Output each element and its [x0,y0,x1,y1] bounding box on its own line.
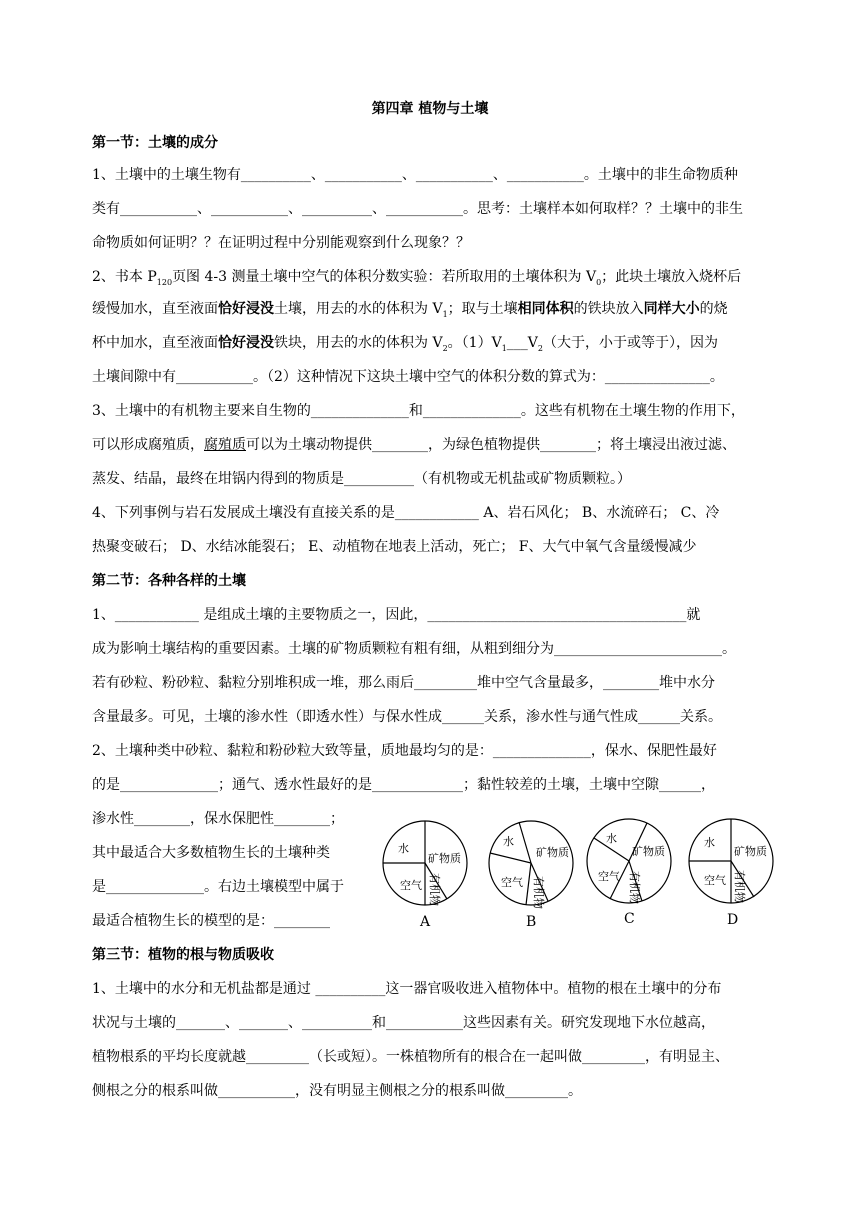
s2-q2-line3: 渗水性________，保水保肥性________； [92,811,344,827]
s1-q2-l3c: 铁块，用去的水的体积为 V [274,335,443,351]
pie-b-divider [490,853,531,863]
pie-d-caption: D [727,912,739,928]
s2-q2-line2: 的是______________；通气、透水性最好的是_____________；黏性较差的土壤，土壤中空隙______， [92,777,715,793]
s1-q4-line1: 4、下列事例与岩石发展成土壤没有直接关系的是____________ A、岩石风化； B、水流碎石； C、冷 [92,505,720,521]
soil-model-b [489,821,573,930]
s1-q3-line3: 蒸发、结晶，最终在坩锅内得到的物质是__________（有机物或无机盐或矿物质颗粒。） [92,471,631,487]
s1-q2-l2f: 的铁块放入 [573,301,644,317]
s1-q1-line3: 命物质如何证明？？在证明过程中分别能观察到什么现象？？ [92,235,470,251]
s1-q2-l2e: 相同体积 [517,301,574,317]
s1-q2-l1c: ；此块土壤放入烧杯后 [601,269,742,285]
s1-q3-line1: 3、土壤中的有机物主要来自生物的______________和______________。这些有机物在土壤生物的作用下， [92,403,745,419]
s2-q2-line4: 其中最适合大多数植物生长的土壤种类 [92,845,330,861]
pie-d-water-label: 水 [704,836,715,849]
pie-b-mineral-label: 矿物质 [536,846,569,859]
s1-q2-l1a: 2、书本 P [92,269,157,285]
pie-a-caption: A [420,914,431,930]
s2-q1-line2: 成为影响土壤结构的重要因素。土壤的矿物质颗粒有粗有细，从粗到细分为________________________。 [92,641,736,657]
s1-q2-line3 [92,334,772,352]
pie-c-organic-label: 有机物 [628,871,641,904]
s1-q2-l2h: 的烧 [699,301,728,317]
pie-a-mineral-label: 矿物质 [428,852,461,865]
pie-d-organic-label: 有机物 [733,870,746,903]
s1-q2-l2b: 恰好浸没 [218,301,274,317]
s3-q1-line1: 1、土壤中的水分和无机盐都是通过 __________这一器官吸收进入植物体中。植物的根在土壤中的分布 [92,981,722,997]
s2-q1-line4: 含量最多。可见，土壤的渗水性（即透水性）与保水性成______关系，渗水性与通气性成______关系。 [92,709,722,725]
pie-d-mineral-label: 矿物质 [734,845,767,858]
s1-q2-l3d: 。（1）V [447,335,502,351]
pie-c-water-label: 水 [606,832,617,845]
pie-d-air-label: 空气 [704,874,726,887]
pie-b-caption: B [526,914,537,930]
section-2-heading: 第二节：各种各样的土壤 [92,573,246,589]
s1-q3-l2a: 可以形成腐殖质， [92,437,204,453]
pie-a-water-label: 水 [398,842,409,855]
s1-q2-l3e: ___V [506,335,538,351]
s1-q3-l2c: 可以为土壤动物提供________，为绿色植物提供________；将土壤浸出液过滤、 [246,437,736,453]
soil-model-c [587,819,671,927]
pie-b-divider [526,863,531,905]
s1-q2-l2g: 同样大小 [643,301,700,317]
s1-q2-l3b: 恰好浸没 [218,335,274,351]
s1-q2-l3sub: 2 [442,343,448,353]
s1-q4-line2: 热聚变破石； D、水结冰能裂石； E、动植物在地表上活动，死亡； F、大气中氧气含量缓慢减少 [92,539,697,555]
s1-q2-l3a: 杯中加水，直至液面 [92,335,218,351]
s1-q2-l1b: 页图 4-3 测量土壤中空气的体积分数实验：若所取用的土壤体积为 V [172,269,597,285]
soil-model-diagrams [378,808,778,936]
pie-b-air-label: 空气 [501,876,523,889]
pie-b-water-label: 水 [503,835,514,848]
s3-q1-line4: 侧根之分的根系叫做___________，没有明显主侧根之分的根系叫做_________。 [92,1083,582,1099]
section-3-heading: 第三节：植物的根与物质吸收 [92,947,274,963]
soil-model-a [383,821,467,930]
s2-q1-line3: 若有砂粒、粉砂粒、黏粒分别堆积成一堆，那么雨后_________堆中空气含量最多，________堆中水分 [92,675,715,691]
s1-q2-l2c: 土壤，用去的水的体积为 V [274,301,443,317]
s1-q2-l2a: 缓慢加水，直至液面 [92,301,218,317]
s3-q1-line3: 植物根系的平均长度就越_________（长或短）。一株植物所有的根合在一起叫做_________，有明显主、 [92,1049,729,1065]
pie-b-divider [519,822,531,863]
pie-c-caption: C [624,911,635,927]
s1-q2-l3f: （大于，小于或等于），因为 [543,335,718,351]
pie-b-organic-label: 有机物 [532,876,545,909]
s1-q2-l1sub2: 0 [596,277,602,287]
s1-q2-l3sub2: 1 [501,343,507,353]
s1-q2-l2d: ；取与土壤 [447,301,518,317]
s1-q3-l2b: 腐殖质 [204,437,246,453]
s1-q2-line4: 土壤间隙中有___________。（2）这种情况下这块土壤中空气的体积分数的算式为：_______________。 [92,369,724,385]
s1-q1-line2: 类有___________、___________、__________、___________。思考：土壤样本如何取样？？土壤中的非生 [92,201,743,217]
pie-c-air-label: 空气 [598,870,620,883]
s2-q2-line5: 是______________。右边土壤模型中属于 [92,879,344,895]
s1-q2-line1 [92,268,772,286]
s1-q3-line2 [92,436,772,454]
soil-model-d [689,819,773,928]
s1-q2-l3sub3: 2 [537,343,543,353]
s1-q2-l1sub1: 120 [156,277,173,287]
pie-c-mineral-label: 矿物质 [632,845,665,858]
s1-q2-l2sub: 1 [442,309,448,319]
pie-a-organic-label: 有机物 [428,873,441,906]
pie-a-air-label: 空气 [400,879,422,892]
section-1-heading: 第一节：土壤的成分 [92,135,218,151]
s1-q1-line1: 1、土壤中的土壤生物有__________、___________、___________、___________。土壤中的非生命物质种 [92,167,738,183]
s3-q1-line2: 状况与土壤的_______、_______、__________和___________这些因素有关。研究发现地下水位越高， [92,1015,715,1031]
s1-q2-line2 [92,300,772,318]
s2-q2-line6: 最适合植物生长的模型的是：________ [92,913,330,929]
s2-q1-line1: 1、____________ 是组成土壤的主要物质之一，因此，_____________________________________就 [92,607,701,623]
chapter-title: 第四章 植物与土壤 [371,101,489,117]
s2-q2-line1: 2、土壤种类中砂粒、黏粒和粉砂粒大致等量，质地最均匀的是：______________，保水、保肥性最好 [92,743,717,759]
